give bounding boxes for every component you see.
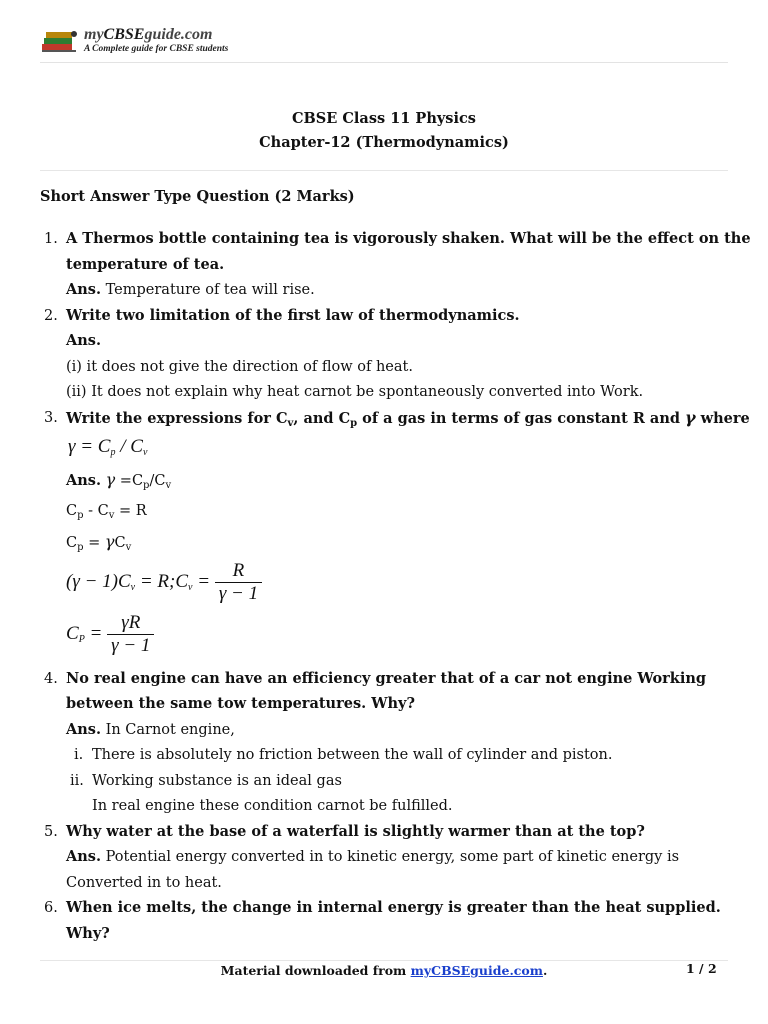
answer-1: Ans. Temperature of tea will rise. [66, 281, 315, 298]
question-5: Why water at the base of a waterfall is slightly warmer than at the top? [66, 823, 645, 840]
answer-5-line-1: Ans. Potential energy converted in to kinetic energy, some part of kinetic energy is [66, 848, 680, 865]
question-3: Write the expressions for $C_v$, and $C_p$ of a gas in terms of gas constant R and γ where [66, 408, 750, 429]
answer-3-line-3: $C_p = \gamma C_v$ [66, 532, 132, 553]
question-1-line-2: temperature of tea. [66, 256, 225, 273]
question-4-line-1: No real engine can have an efficiency greater that of a car not engine Working [66, 670, 707, 687]
logo-wordmark: myCBSEguide.com [84, 26, 213, 43]
answer-3-line-2: $C_p - C_v = R$ [66, 503, 147, 521]
footer-divider [40, 960, 728, 961]
answer-4-point-i: There is absolutely no friction between the wall of cylinder and piston. [92, 747, 613, 763]
document-title: CBSE Class 11 Physics [292, 110, 476, 127]
question-1-line-1: A Thermos bottle containing tea is vigorously shaken. What will be the effect on the [66, 230, 751, 247]
list-number: 5. [44, 824, 58, 840]
list-number: ii. [70, 773, 84, 789]
answer-2-point-1: (i) it does not give the direction of flow of heat. [66, 359, 413, 375]
answer-4-note: In real engine these condition carnot be fulfilled. [92, 798, 453, 814]
question-2: Write two limitation of the first law of thermodynamics. [66, 307, 520, 324]
list-number: 6. [44, 900, 58, 916]
page-number: 1 / 2 [686, 961, 717, 976]
section-heading: Short Answer Type Question (2 Marks) [40, 188, 355, 205]
question-4-line-2: between the same tow temperatures. Why? [66, 695, 415, 712]
books-logo-icon [40, 28, 80, 54]
footer-credit: Material downloaded from myCBSEguide.com. [220, 963, 548, 978]
answer-4: Ans. In Carnot engine, [66, 721, 235, 738]
list-number: 3. [44, 410, 58, 426]
equation-cp: $C_P$ = $\frac{\gamma R}{\gamma - 1}$ [66, 612, 154, 657]
footer-link[interactable]: myCBSEguide.com [410, 963, 543, 978]
answer-4-point-ii: Working substance is an ideal gas [92, 773, 342, 789]
answer-label: Ans. [66, 332, 102, 349]
question-6-line-1: When ice melts, the change in internal energy is greater than the heat supplied. [66, 899, 721, 916]
header [40, 26, 728, 63]
answer-5-line-2: Converted in to heat. [66, 875, 222, 891]
list-number: i. [74, 747, 84, 763]
divider [40, 170, 728, 171]
answer-2-point-2: (ii) It does not explain why heat carnot be spontaneously converted into Work. [66, 384, 644, 400]
list-number: 4. [44, 671, 58, 687]
answer-3-line-1: Ans. $\gamma =C_p/C_v$ [66, 470, 172, 491]
chapter-title: Chapter-12 (Thermodynamics) [259, 134, 509, 151]
list-number: 1. [44, 231, 58, 247]
equation-cv: $(\gamma - 1)C_v$ = $R;C_v$ = $\frac{R}{\gamma - 1}$ [66, 560, 262, 605]
equation-gamma-definition: $\gamma = C_p / C_v$ [68, 436, 148, 458]
logo-tagline: A Complete guide for CBSE students [84, 44, 229, 54]
list-number: 2. [44, 308, 58, 324]
question-6-line-2: Why? [66, 925, 110, 942]
